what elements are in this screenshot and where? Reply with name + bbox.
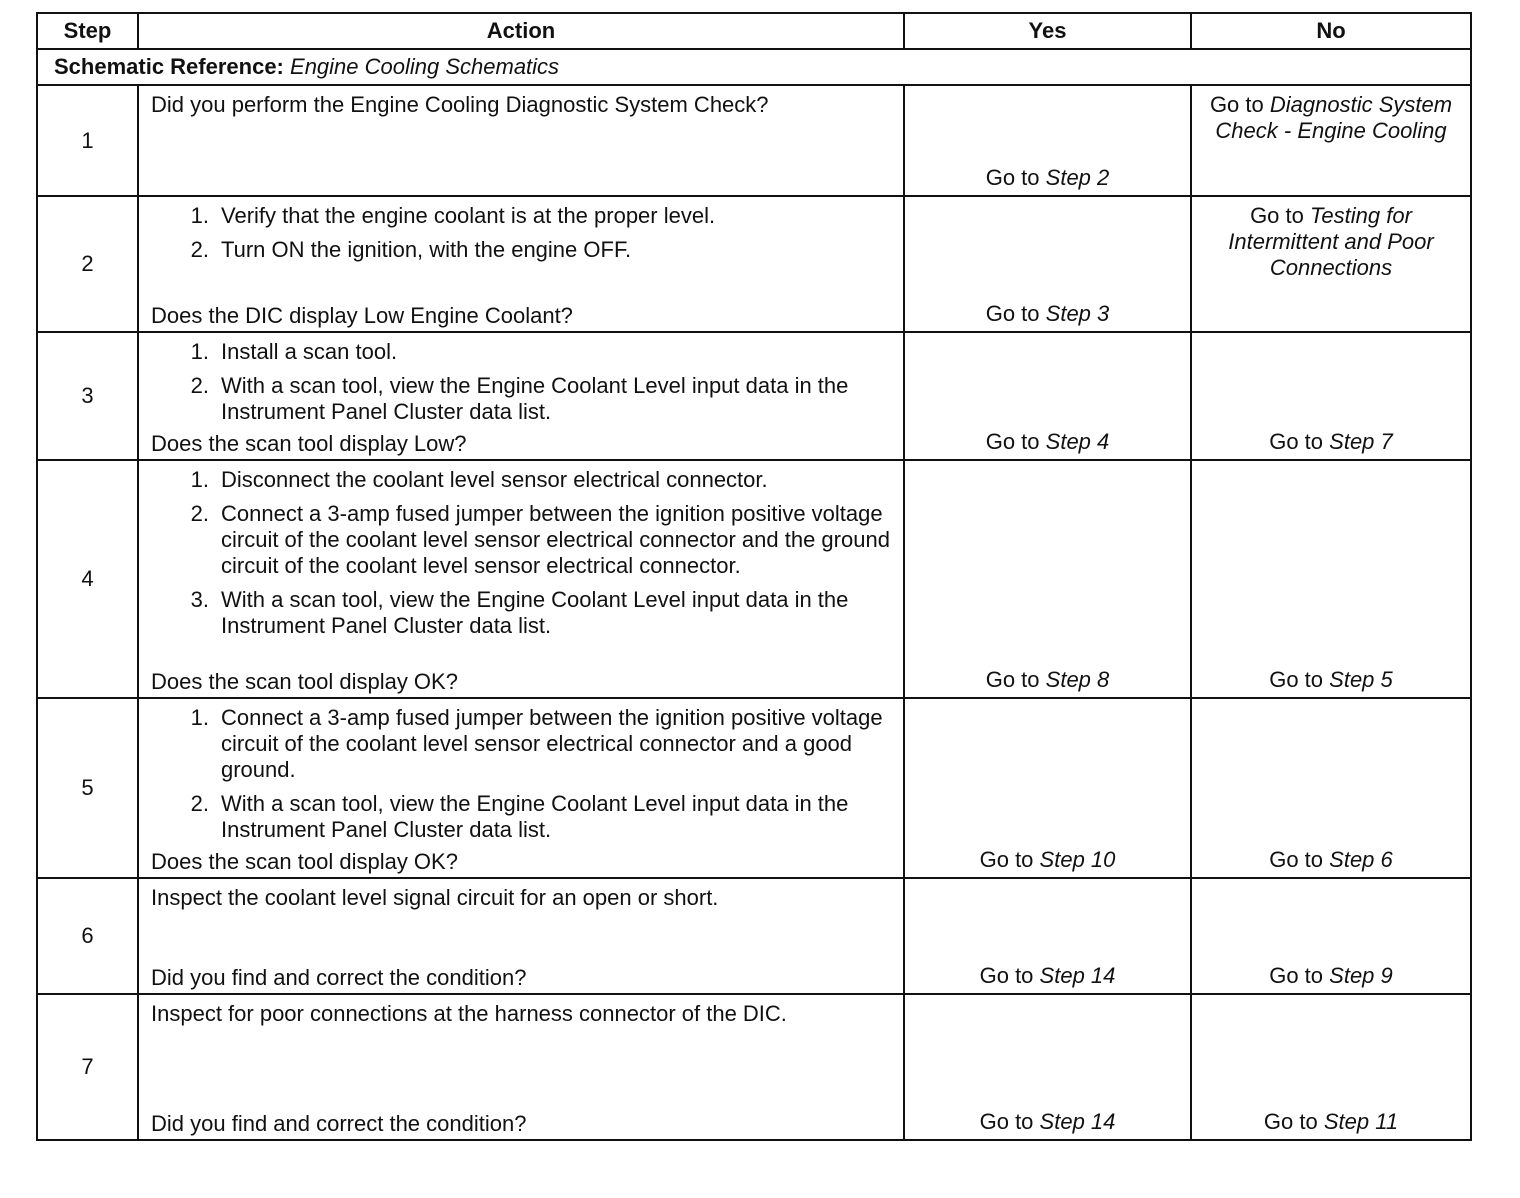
action-question: Does the scan tool display Low? (151, 431, 467, 456)
step-number: 2 (37, 196, 138, 332)
no-target[interactable]: Testing for Intermittent and Poor Connections (1228, 203, 1434, 280)
action-question: Does the scan tool display OK? (151, 669, 458, 694)
no-cell (1191, 332, 1471, 460)
list-item-number: 1. (190, 203, 209, 228)
action-statement: Inspect the coolant level signal circuit for an open or short. (151, 885, 719, 910)
yes-cell (904, 878, 1191, 994)
table-row (37, 878, 1471, 994)
no-goto[interactable] (1192, 963, 1470, 989)
no-goto[interactable] (1192, 429, 1470, 455)
action-steps-list (151, 203, 891, 263)
header-action: Action (138, 13, 904, 49)
no-goto[interactable] (1192, 847, 1470, 873)
action-cell (138, 196, 904, 332)
goto-label: Go to (1269, 429, 1324, 454)
goto-label: Go to (979, 1109, 1034, 1134)
schematic-reference (37, 49, 1471, 85)
goto-label: Go to (985, 165, 1040, 190)
goto-label: Go to (1269, 667, 1324, 692)
no-cell (1191, 878, 1471, 994)
schematic-reference-row (37, 49, 1471, 85)
action-statement: Did you perform the Engine Cooling Diagnostic System Check? (151, 92, 769, 117)
list-item (151, 237, 891, 263)
yes-goto[interactable] (905, 429, 1190, 455)
step-number: 3 (37, 332, 138, 460)
action-steps-list (151, 467, 891, 639)
list-item-text: Install a scan tool. (221, 339, 398, 364)
list-item-number: 2. (190, 501, 209, 526)
header-row (37, 13, 1471, 49)
action-question: Does the DIC display Low Engine Coolant? (151, 303, 573, 328)
no-cell (1191, 85, 1471, 196)
yes-cell (904, 460, 1191, 698)
table-row (37, 994, 1471, 1140)
yes-goto[interactable] (905, 165, 1190, 191)
action-question: Did you find and correct the condition? (151, 1111, 527, 1136)
step-number: 4 (37, 460, 138, 698)
list-item-number: 1. (190, 467, 209, 492)
action-cell (138, 698, 904, 878)
list-item-text: Turn ON the ignition, with the engine OFF. (221, 237, 632, 262)
yes-cell (904, 994, 1191, 1140)
yes-target[interactable]: Step 2 (1045, 165, 1110, 190)
step-number: 7 (37, 994, 138, 1140)
goto-label: Go to (979, 847, 1034, 872)
goto-label: Go to (1250, 203, 1304, 228)
list-item (151, 705, 891, 783)
list-item-number: 2. (190, 791, 209, 816)
action-steps-list (151, 705, 891, 843)
header-yes: Yes (904, 13, 1191, 49)
no-target[interactable]: Step 6 (1329, 847, 1393, 872)
schematic-reference-label: Schematic Reference: (54, 54, 284, 79)
yes-cell (904, 698, 1191, 878)
yes-goto[interactable] (905, 667, 1190, 693)
action-cell (138, 332, 904, 460)
header-step: Step (37, 13, 138, 49)
table-row (37, 196, 1471, 332)
action-question: Did you find and correct the condition? (151, 965, 527, 990)
step-number: 6 (37, 878, 138, 994)
list-item-number: 1. (190, 705, 209, 730)
yes-target[interactable]: Step 10 (1039, 847, 1116, 872)
yes-target[interactable]: Step 8 (1045, 667, 1110, 692)
list-item-text: Verify that the engine coolant is at the proper level. (221, 203, 716, 228)
table-row (37, 460, 1471, 698)
action-cell (138, 460, 904, 698)
step-number: 1 (37, 85, 138, 196)
list-item-number: 2. (190, 373, 209, 398)
goto-label: Go to (985, 301, 1040, 326)
list-item (151, 467, 891, 493)
action-steps-list (151, 339, 891, 425)
yes-cell (904, 332, 1191, 460)
action-question: Does the scan tool display OK? (151, 849, 458, 874)
yes-target[interactable]: Step 14 (1039, 963, 1116, 988)
table-row (37, 332, 1471, 460)
list-item-number: 3. (190, 587, 209, 612)
diagnostic-table (36, 12, 1472, 1141)
no-goto[interactable] (1192, 1109, 1470, 1135)
schematic-reference-link[interactable]: Engine Cooling Schematics (290, 54, 560, 79)
action-cell (138, 85, 904, 196)
yes-cell (904, 85, 1191, 196)
goto-label: Go to (1263, 1109, 1318, 1134)
list-item-text: With a scan tool, view the Engine Coolant Level input data in the Instrument Panel Cluster data list. (221, 373, 849, 424)
list-item-text: Connect a 3-amp fused jumper between the ignition positive voltage circuit of the coolant level sensor electrical connector and a good ground. (221, 705, 883, 782)
list-item-number: 2. (190, 237, 209, 262)
table-row (37, 698, 1471, 878)
goto-label: Go to (1269, 847, 1324, 872)
yes-goto[interactable] (905, 301, 1190, 327)
no-cell (1191, 460, 1471, 698)
list-item (151, 501, 891, 579)
goto-label: Go to (1269, 963, 1324, 988)
yes-goto[interactable] (905, 1109, 1190, 1135)
list-item-text: Disconnect the coolant level sensor electrical connector. (221, 467, 768, 492)
yes-target[interactable]: Step 3 (1045, 301, 1110, 326)
action-cell (138, 994, 904, 1140)
list-item-number: 1. (190, 339, 209, 364)
no-cell (1191, 698, 1471, 878)
step-number: 5 (37, 698, 138, 878)
list-item (151, 373, 891, 425)
action-cell (138, 878, 904, 994)
yes-goto[interactable] (905, 847, 1190, 873)
yes-goto[interactable] (905, 963, 1190, 989)
no-goto[interactable] (1192, 667, 1470, 693)
yes-cell (904, 196, 1191, 332)
action-statement: Inspect for poor connections at the harness connector of the DIC. (151, 1001, 787, 1026)
list-item (151, 339, 891, 365)
no-cell (1191, 196, 1471, 332)
table-row (37, 85, 1471, 196)
no-target[interactable]: Step 5 (1329, 667, 1393, 692)
no-target[interactable]: Step 11 (1323, 1109, 1399, 1134)
yes-target[interactable]: Step 4 (1045, 429, 1110, 454)
list-item-text: Connect a 3-amp fused jumper between the ignition positive voltage circuit of the coolant level sensor electrical connector and the ground circuit of the coolant level sensor electrical connector. (221, 501, 890, 578)
no-target[interactable]: Step 9 (1329, 963, 1393, 988)
no-target[interactable]: Diagnostic System Check - Engine Cooling (1215, 92, 1453, 143)
goto-label: Go to (985, 429, 1040, 454)
no-target[interactable]: Step 7 (1329, 429, 1393, 454)
list-item (151, 587, 891, 639)
no-goto[interactable] (1192, 86, 1470, 144)
list-item-text: With a scan tool, view the Engine Coolant Level input data in the Instrument Panel Cluster data list. (221, 791, 849, 842)
list-item-text: With a scan tool, view the Engine Coolant Level input data in the Instrument Panel Cluster data list. (221, 587, 849, 638)
goto-label: Go to (1209, 92, 1264, 117)
yes-target[interactable]: Step 14 (1039, 1109, 1116, 1134)
goto-label: Go to (985, 667, 1040, 692)
header-no: No (1191, 13, 1471, 49)
list-item (151, 203, 891, 229)
goto-label: Go to (979, 963, 1034, 988)
list-item (151, 791, 891, 843)
no-goto[interactable] (1192, 197, 1470, 281)
no-cell (1191, 994, 1471, 1140)
